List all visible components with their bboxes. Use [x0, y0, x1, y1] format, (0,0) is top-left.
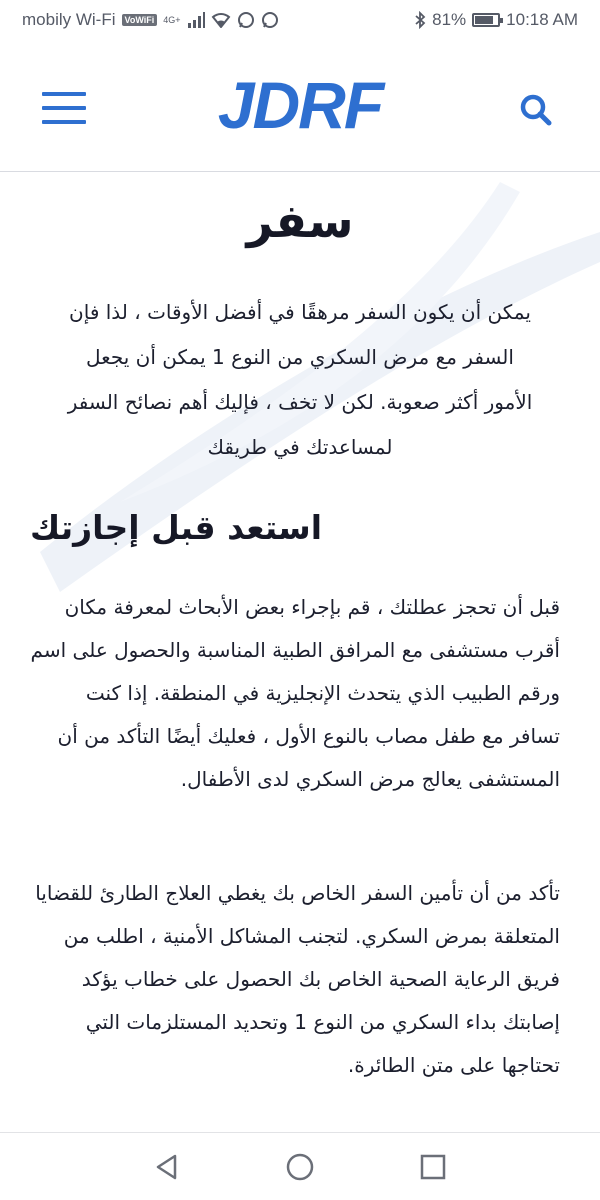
site-header	[0, 40, 600, 172]
back-triangle-icon[interactable]	[147, 1147, 187, 1187]
search-icon[interactable]	[516, 90, 556, 130]
body-paragraph-2: تأكد من أن تأمين السفر الخاص بك يغطي العلاج الطارئ للقضايا المتعلقة بمرض السكري. لتجنب المشاكل الأمنية ، اطلب من فريق الرعاية الصحية الخاص بك الحصول على خطاب يؤكد إصابتك بداء السكري من النوع 1 وتحديد المستلزمات التي تحتاجها على متن الطائرة.	[35, 881, 560, 1077]
android-nav-bar	[0, 1132, 600, 1200]
home-circle-icon[interactable]	[280, 1147, 320, 1187]
hamburger-menu-icon[interactable]	[42, 92, 86, 126]
status-right	[414, 10, 578, 30]
bluetooth-icon	[414, 11, 426, 29]
vowifi-badge: VoWiFi	[122, 14, 158, 26]
battery-icon	[472, 13, 500, 27]
section-heading: استعد قبل إجازتك	[30, 508, 323, 547]
intro-paragraph: يمكن أن يكون السفر مرهقًا في أفضل الأوقات ، لذا فإن السفر مع مرض السكري من النوع 1 يمكن أن يجعل الأمور أكثر صعوبة. لكن لا تخف ، فإليك أهم نصائح السفر لمساعدتك في طريقك	[67, 300, 533, 459]
status-bar	[0, 0, 600, 40]
battery-percent: 81%	[432, 10, 467, 29]
whatsapp-icon	[237, 11, 255, 29]
status-left	[22, 10, 279, 30]
wifi-icon	[211, 12, 231, 28]
signal-icon	[187, 12, 205, 28]
carrier-label: mobily Wi-Fi	[22, 10, 116, 29]
network-label: 4G+	[163, 15, 181, 25]
article-content	[0, 172, 600, 1130]
body-paragraph-1: قبل أن تحجز عطلتك ، قم بإجراء بعض الأبحاث لمعرفة مكان أقرب مستشفى مع المرافق الطبية المناسبة والحصول على اسم ورقم الطبيب الذي يتحدث الإنجليزية في المنطقة. إذا كنت تسافر مع طفل مصاب بالنوع الأول ، فعليك أيضًا التأكد من أن المستشفى يعالج مرض السكري لدى الأطفال.	[30, 595, 560, 791]
whatsapp-icon-2	[261, 11, 279, 29]
clock: 10:18 AM	[506, 10, 578, 29]
page-title: سفر	[246, 194, 354, 248]
jdrf-logo[interactable]: JDRF	[217, 68, 383, 142]
recents-square-icon[interactable]	[413, 1147, 453, 1187]
